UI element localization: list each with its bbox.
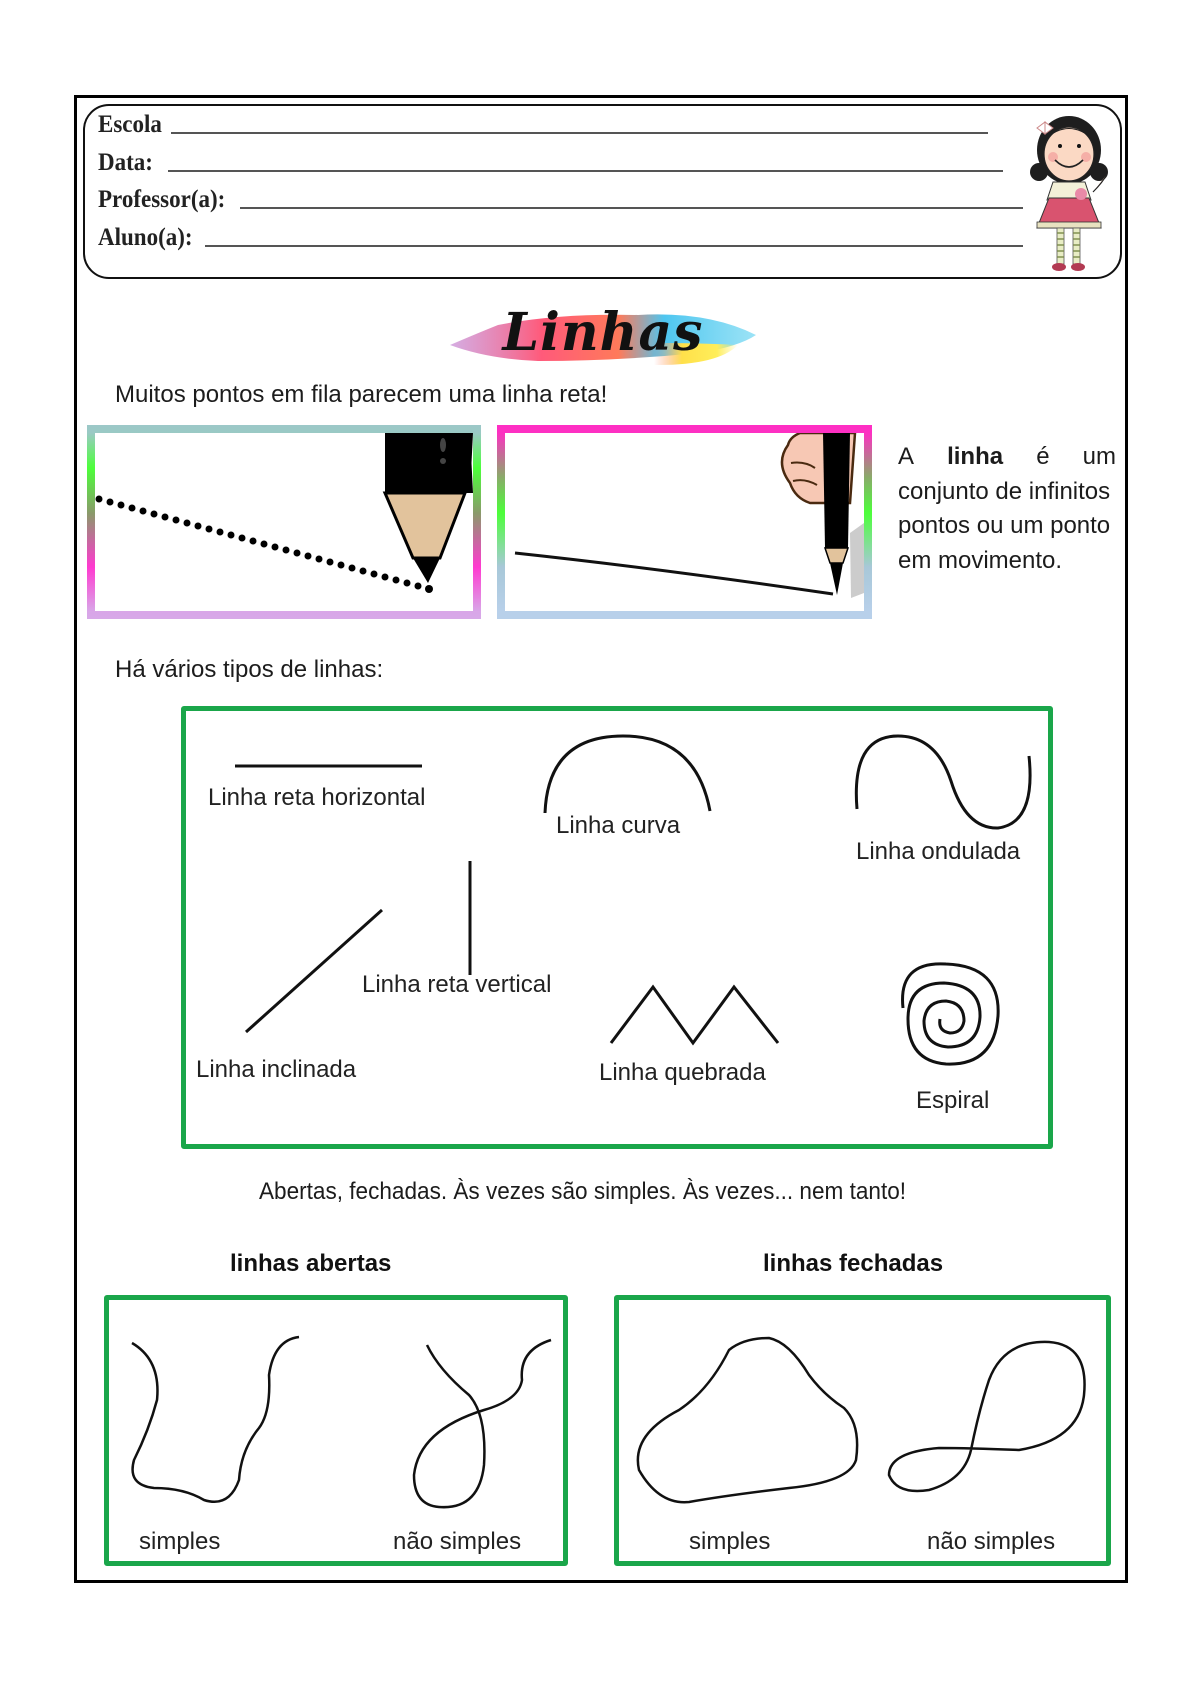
open-lines-drawings: [109, 1300, 563, 1561]
curved-line-shape: [545, 736, 710, 813]
date-input-line[interactable]: [168, 170, 1003, 172]
definition-line-2: conjunto de infinitos: [898, 477, 1111, 505]
label-inclined: Linha inclinada: [196, 1056, 357, 1083]
closed-lines-drawings: [619, 1300, 1106, 1561]
school-label: Escola: [98, 111, 162, 138]
closed-non-simple-line-shape: [889, 1342, 1085, 1491]
wavy-line-shape: [856, 736, 1030, 828]
student-input-line[interactable]: [205, 245, 1023, 247]
label-wavy: Linha ondulada: [856, 838, 1021, 865]
open-lines-heading: linhas abertas: [230, 1250, 392, 1277]
closed-non-simple-label: não simples: [927, 1528, 1056, 1555]
girl-cartoon-illustration: [1023, 110, 1115, 275]
spiral-shape: [903, 964, 999, 1064]
header-form: [83, 104, 1122, 279]
title-text: Linhas: [502, 302, 704, 363]
label-vertical: Linha reta vertical: [362, 971, 552, 998]
line-definition: [898, 440, 1116, 578]
closed-simple-label: simples: [689, 1528, 771, 1555]
date-label: Data:: [98, 149, 153, 176]
teacher-label: Professor(a):: [98, 186, 226, 213]
broken-line-shape: [611, 987, 778, 1043]
hand-drawing-line-illustration: [497, 425, 872, 619]
label-spiral: Espiral: [916, 1087, 990, 1114]
line-types-panel: [181, 706, 1053, 1149]
closed-simple-line-shape: [638, 1338, 857, 1502]
open-non-simple-label: não simples: [393, 1528, 522, 1555]
teacher-input-line[interactable]: [240, 207, 1023, 209]
definition-term: linha: [947, 443, 1004, 470]
school-field[interactable]: [98, 109, 988, 139]
definition-line-3: pontos ou um ponto: [898, 512, 1111, 539]
label-horizontal: Linha reta horizontal: [208, 784, 426, 811]
intro-text: Muitos pontos em fila parecem uma linha reta!: [115, 381, 608, 408]
open-simple-label: simples: [139, 1528, 221, 1555]
student-label: Aluno(a):: [98, 224, 193, 251]
date-field[interactable]: [98, 147, 1003, 177]
label-curve: Linha curva: [556, 812, 681, 839]
open-lines-panel: [104, 1295, 568, 1566]
label-broken: Linha quebrada: [599, 1059, 766, 1086]
page-title: [438, 295, 768, 375]
dotted-line-pencil-illustration: [87, 425, 481, 619]
open-simple-line-shape: [132, 1337, 299, 1502]
types-heading: Há vários tipos de linhas:: [115, 656, 384, 683]
closed-lines-heading: linhas fechadas: [763, 1250, 944, 1277]
school-input-line[interactable]: [171, 132, 988, 134]
closed-lines-panel: [614, 1295, 1111, 1566]
open-closed-caption: Abertas, fechadas. Às vezes são simples. Às vezes... nem tanto!: [259, 1178, 907, 1205]
open-non-simple-line-shape: [414, 1340, 551, 1507]
student-field[interactable]: [98, 222, 1023, 252]
definition-line-4: em movimento.: [898, 546, 1063, 574]
teacher-field[interactable]: [98, 184, 1023, 214]
definition-line-1: A linha é um: [898, 440, 1116, 475]
